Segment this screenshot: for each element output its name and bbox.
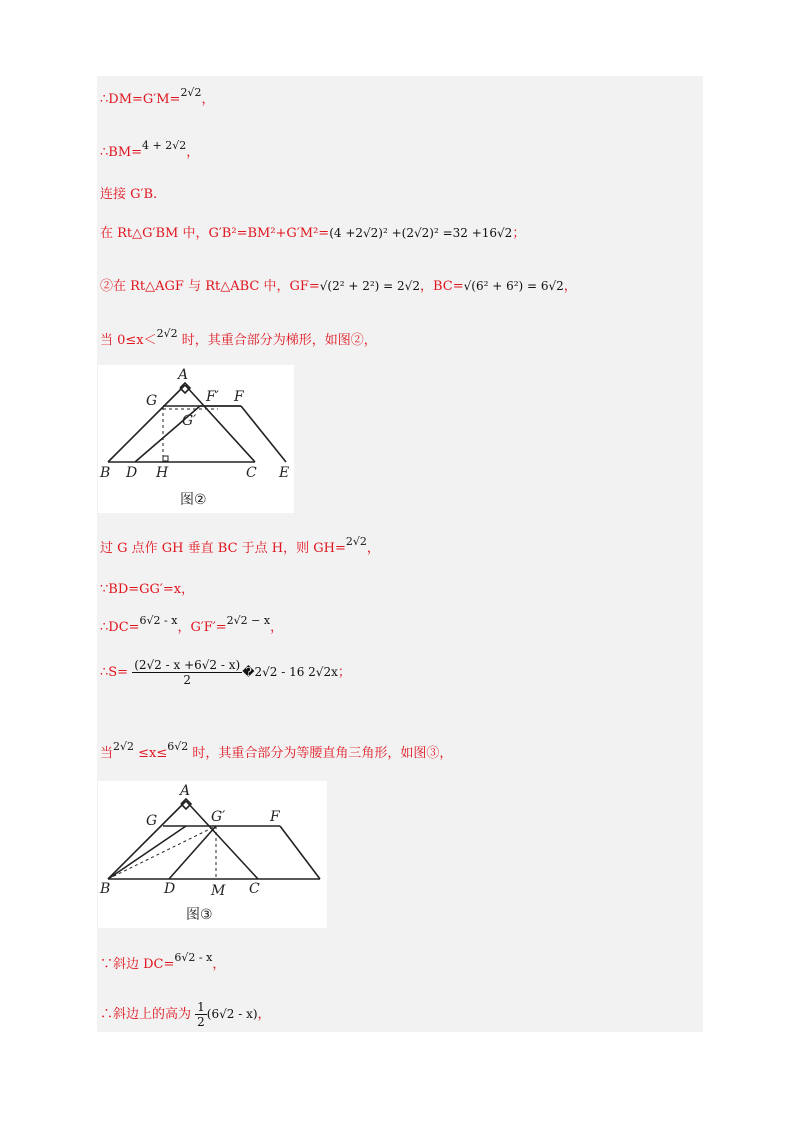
label-f: F bbox=[234, 389, 244, 405]
line-hypotenuse-dc bbox=[100, 953, 225, 972]
line-prefix: 当 0≤x＜ bbox=[100, 333, 157, 348]
line-suffix: ， bbox=[257, 1007, 271, 1022]
label-a: A bbox=[180, 783, 191, 799]
figure-3-diagram bbox=[98, 781, 327, 928]
label-b: B bbox=[100, 465, 111, 481]
math-gf: √(2² + 2²) = 2√2 bbox=[319, 279, 420, 293]
math-expression: 2√2 bbox=[156, 327, 178, 340]
label-h: H bbox=[156, 465, 169, 481]
fraction-denominator: 2 bbox=[183, 673, 192, 687]
line-prefix: 过 G 点作 GH 垂直 BC 于点 H，则 GH= bbox=[100, 541, 346, 556]
segment-f-end bbox=[280, 826, 320, 879]
line-prefix: ∵斜边 DC= bbox=[100, 957, 175, 972]
line-gf-bc bbox=[100, 275, 577, 294]
line-bd-gg: ∵BD=GG′=x， bbox=[100, 582, 195, 597]
math-dc: 6√2 - x bbox=[139, 614, 178, 627]
area-fraction bbox=[132, 658, 242, 687]
label-a: A bbox=[178, 367, 189, 383]
label-f-prime: F′ bbox=[206, 389, 219, 405]
figure-2-caption: 图② bbox=[180, 492, 207, 508]
line-hypotenuse-height bbox=[100, 1000, 271, 1029]
label-f: F bbox=[270, 809, 280, 825]
line-connect-gb: 连接 G′B. bbox=[100, 187, 158, 202]
label-g-prime: G′ bbox=[182, 413, 197, 429]
line-suffix: ； bbox=[512, 226, 526, 241]
line-suffix: ， bbox=[366, 541, 380, 556]
line-mid: ，BC= bbox=[419, 279, 464, 294]
line-prefix: ②在 Rt△AGF 与 Rt△ABC 中，GF= bbox=[100, 279, 320, 294]
line-prefix: ∴S= bbox=[100, 665, 129, 680]
label-g: G bbox=[146, 813, 158, 829]
fraction-numerator: (2√2 - x +6√2 - x) bbox=[134, 658, 241, 672]
segment-bg-prime bbox=[108, 826, 216, 879]
label-g: G bbox=[146, 393, 158, 409]
line-mid: ，G′F′= bbox=[177, 620, 227, 635]
figure-2 bbox=[98, 365, 294, 513]
line-dm-equals bbox=[100, 88, 214, 107]
math-expression: 4 + 2√2 bbox=[142, 139, 187, 152]
math-bc: √(6² + 6²) = 6√2 bbox=[463, 279, 564, 293]
line-case-trapezoid bbox=[100, 329, 377, 348]
line-dc-gf bbox=[100, 616, 283, 635]
line-bm-equals bbox=[100, 141, 199, 160]
line-case-triangle bbox=[100, 742, 452, 761]
segment-d-g-prime bbox=[169, 826, 216, 879]
line-prefix: ∴DM=G′M= bbox=[100, 92, 181, 107]
line-area-formula bbox=[100, 658, 351, 687]
line-suffix: ， bbox=[201, 92, 215, 107]
line-prefix: ∴BM= bbox=[100, 145, 143, 160]
fraction-denominator: 2 bbox=[197, 1015, 205, 1029]
label-g-prime: G′ bbox=[211, 809, 226, 825]
figure-3 bbox=[98, 781, 327, 928]
line-prefix: ∴DC= bbox=[100, 620, 140, 635]
line-suffix: ， bbox=[212, 957, 226, 972]
line-prefix: 在 Rt△G′BM 中，G′B²=BM²+G′M²= bbox=[100, 226, 330, 241]
line-mid: ≤x≤ bbox=[134, 746, 168, 761]
math-expression: 2√2 bbox=[345, 535, 367, 548]
line-suffix: ， bbox=[563, 279, 577, 294]
figure-2-diagram bbox=[98, 365, 294, 513]
right-angle-h bbox=[163, 456, 168, 461]
half-fraction bbox=[195, 1000, 207, 1029]
line-suffix: ， bbox=[186, 145, 200, 160]
label-e: E bbox=[279, 465, 290, 481]
label-b: B bbox=[100, 881, 111, 897]
line-pythagoras-gb bbox=[100, 222, 525, 241]
label-c: C bbox=[249, 881, 260, 897]
figure-3-caption: 图③ bbox=[186, 907, 213, 923]
label-m: M bbox=[211, 883, 226, 899]
line-suffix: ； bbox=[337, 665, 351, 680]
line-suffix: 时，其重合部分为等腰直角三角形，如图③， bbox=[188, 746, 453, 761]
math-upper: 6√2 bbox=[167, 740, 189, 753]
segment-bg-line bbox=[108, 826, 186, 879]
line-prefix: ∴斜边上的高为 bbox=[100, 1007, 192, 1022]
math-expression: (6√2 - x) bbox=[206, 1007, 258, 1021]
line-draw-gh bbox=[100, 537, 380, 556]
label-d: D bbox=[164, 881, 176, 897]
math-expression: 2√2 bbox=[180, 86, 202, 99]
math-expression: 6√2 - x bbox=[174, 951, 213, 964]
line-suffix: 时，其重合部分为梯形，如图②， bbox=[177, 333, 377, 348]
line-prefix: 当 bbox=[100, 746, 114, 761]
math-after: �2√2 - 16 2√2x bbox=[242, 665, 338, 679]
label-d: D bbox=[126, 465, 138, 481]
math-gf: 2√2 − x bbox=[226, 614, 271, 627]
math-lower: 2√2 bbox=[113, 740, 135, 753]
math-expression: (4 +2√2)² +(2√2)² =32 +16√2 bbox=[329, 226, 513, 240]
label-c: C bbox=[246, 465, 257, 481]
line-suffix: ， bbox=[270, 620, 284, 635]
fraction-numerator: 1 bbox=[197, 1000, 205, 1014]
